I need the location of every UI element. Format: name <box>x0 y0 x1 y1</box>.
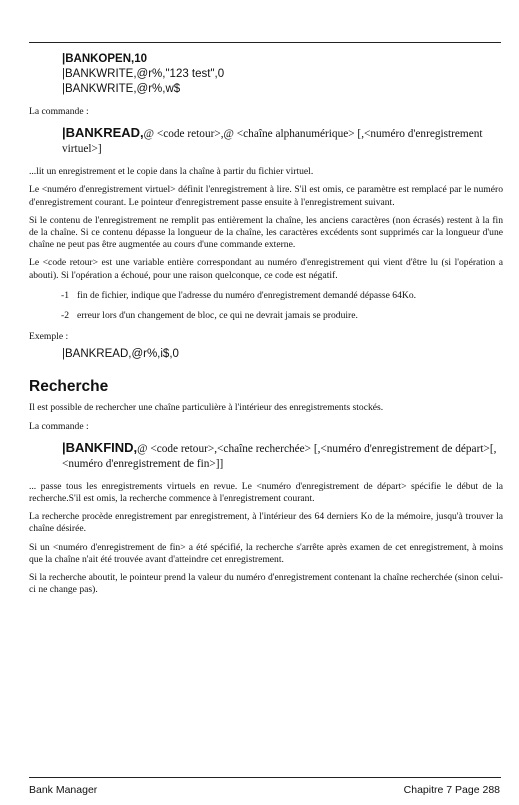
paragraph: Le <code retour> est une variable entière correspondant au numéro d'enregistrement qui vient d'être lu (si l'opération a abouti). Si l'opération a échoué, pour une raison quelconque, ce code est négatif. <box>29 257 503 281</box>
paragraph: Le <numéro d'enregistrement virtuel> définit l'enregistrement à lire. S'il est omis, ce paramètre est remplacé par le numéro d'enregistrement courant. Le pointeur d'enregistrement passe ensuite à l'enregistrement suivant. <box>29 184 503 208</box>
bankread-keyword: |BANKREAD, <box>62 125 144 141</box>
paragraph: Si la recherche aboutit, le pointeur prend la valeur du numéro d'enregistrement contenant la chaîne recherchée (sinon celui-ci ne change pas). <box>29 572 503 596</box>
code-line: |BANKOPEN,10 <box>62 53 148 65</box>
paragraph: La recherche procède enregistrement par enregistrement, à l'intérieur des 64 derniers Ko de la mémoire, jusqu'à trouver la chaîne désirée. <box>29 511 503 535</box>
error-code-item <box>61 290 503 302</box>
bankread-arguments: @ <code retour>,@ <chaîne alphanumérique> [,<numéro d'enregistrement virtuel>] <box>62 128 483 156</box>
error-code-number: -2 <box>61 310 69 322</box>
code-line: |BANKREAD,@r%,i$,0 <box>62 348 179 361</box>
bankfind-description: ... passe tous les enregistrements virtuels en revue. Le <numéro d'enregistrement de départ> spécifie le début de la recherche.S'il est omis, la recherche commence à l'enregistrement courant. <box>29 480 503 505</box>
command-label: La commande : <box>29 420 89 432</box>
bankfind-arguments: @ <code retour>,<chaîne recherchée> [,<numéro d'enregistrement de départ>[,<numéro d'enregistrement de fin>]] <box>62 442 497 470</box>
top-rule <box>29 42 501 43</box>
code-example-open-write <box>62 52 503 97</box>
code-line: |BANKWRITE,@r%,"123 test",0 <box>62 68 225 80</box>
code-line: |BANKWRITE,@r%,w$ <box>62 83 181 95</box>
error-code-number: -1 <box>61 289 69 301</box>
paragraph: Si un <numéro d'enregistrement de fin> a été spécifié, la recherche s'arrête après examen de cet enregistrement, à moins que la chaîne n'ait été trouvée avant d'atteindre cet enregistrement. <box>29 541 503 565</box>
error-code-text: fin de fichier, indique que l'adresse du numéro d'enregistrement demandé dépasse 64Ko. <box>77 289 417 301</box>
bankfind-keyword: |BANKFIND, <box>62 439 138 455</box>
footer-page-number: Chapitre 7 Page 288 <box>403 784 500 796</box>
page-content <box>29 52 503 596</box>
command-label: La commande : <box>29 106 89 117</box>
error-code-text: erreur lors d'un changement de bloc, ce qui ne devrait jamais se produire. <box>77 310 358 322</box>
footer-title: Bank Manager <box>29 784 98 796</box>
bankread-description: ...lit un enregistrement et le copie dans la chaîne à partir du fichier virtuel. <box>29 166 314 178</box>
paragraph: Il est possible de rechercher une chaîne particulière à l'intérieur des enregistrements stockés. <box>29 402 384 414</box>
section-heading: Recherche <box>29 378 109 396</box>
bankread-syntax <box>62 125 503 157</box>
example-label: Exemple : <box>29 331 69 343</box>
bottom-rule <box>29 777 501 778</box>
code-example-bankread <box>62 347 503 362</box>
error-code-item <box>61 310 503 322</box>
bankfind-syntax <box>62 440 503 472</box>
paragraph: Si le contenu de l'enregistrement ne remplit pas entièrement la chaîne, les anciens caractères (non écrasés) restent à la fin de la chaîne. Si ce contenu dépasse la longueur de la chaîne, les caractères excédents sont supprimés car la longueur d'une chaîne ne peut pas être augmentée au cours d'une commande externe. <box>29 214 503 251</box>
